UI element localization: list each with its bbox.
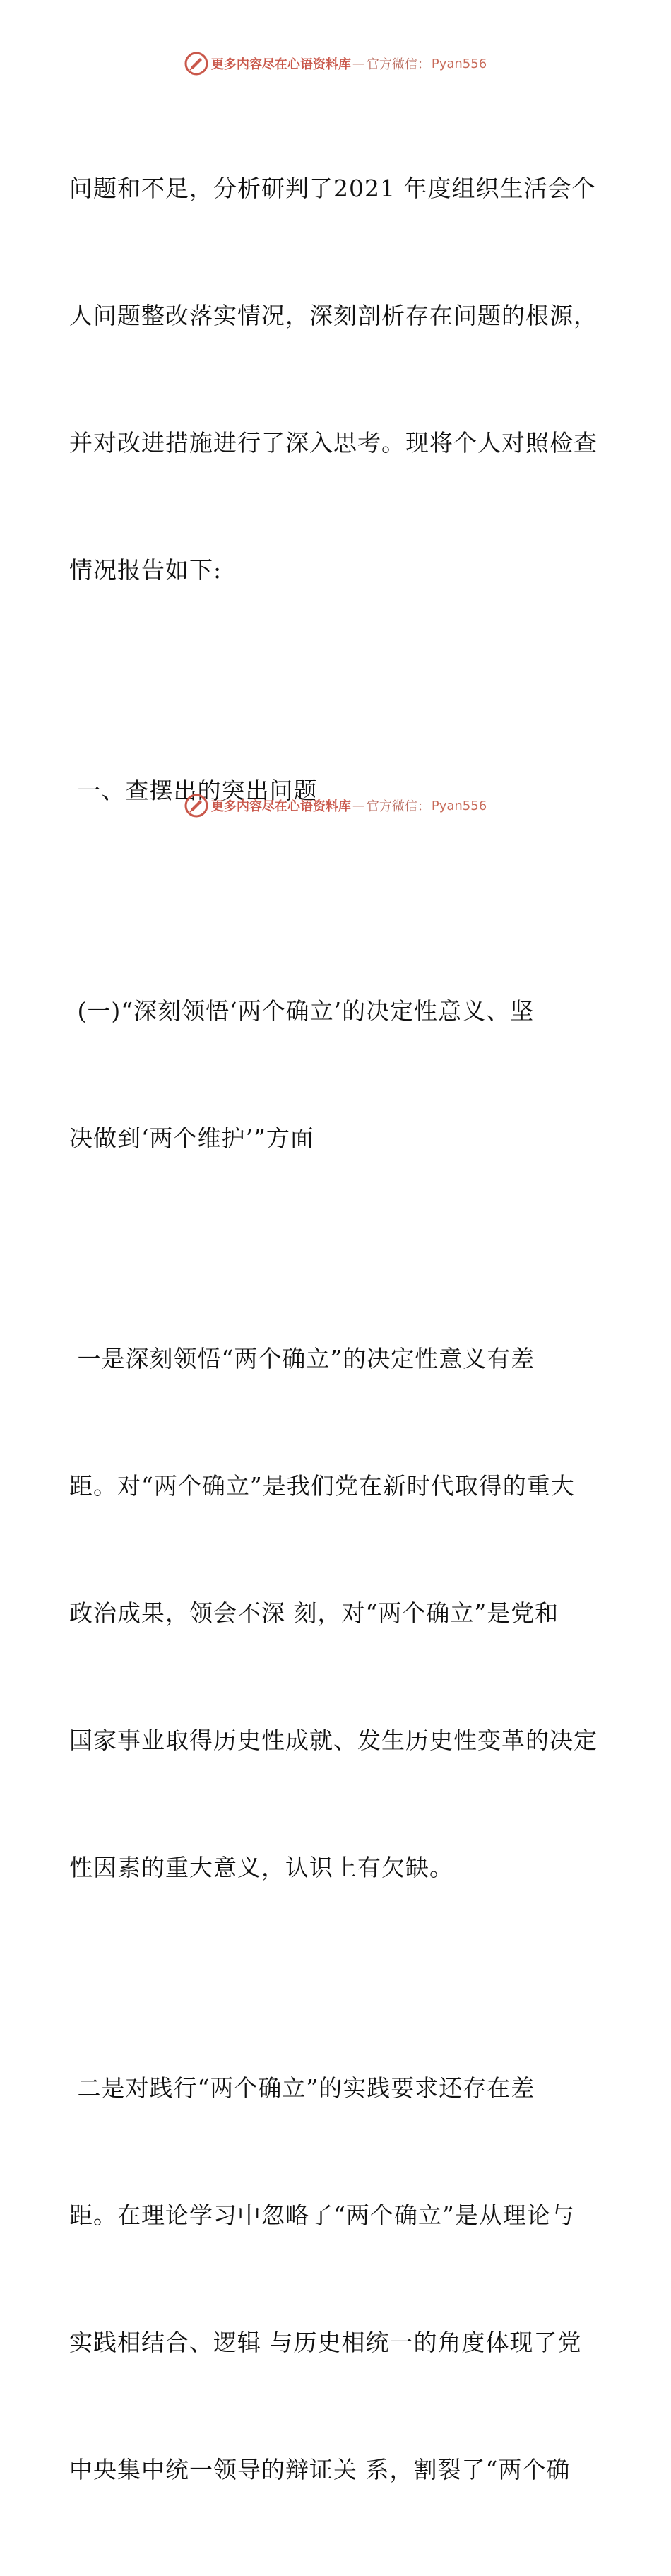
watermark-dash: — [352,56,365,71]
text-line: 情况报告如下: [69,556,222,584]
text-line: 二是对践行“两个确立”的实践要求还存在差 [69,2074,535,2102]
text-line: 一是深刻领悟“两个确立”的决定性意义有差 [69,1345,535,1372]
logo-icon [184,794,208,818]
watermark-wechat-id: Pyan556 [431,798,487,813]
text-line: 性因素的重大意义，认识上有欠缺。 [69,1854,453,1881]
watermark-site-text: 更多内容尽在心语资料库 [210,799,351,814]
watermark-site-text: 更多内容尽在心语资料库 [210,57,351,72]
paragraph-point-two [69,1982,606,2576]
header-watermark [0,49,671,78]
text-line: 一、查摆出的突出问题 [69,777,318,804]
text-line: 问题和不足，分析研判了2021 年度组织生活会个 [69,175,596,202]
text-line: 距。在理论学习中忽略了“两个确立”是从理论与 [69,2201,575,2229]
subsection-heading [69,905,606,1245]
text-line: 决做到‘两个维护’”方面 [69,1124,314,1152]
section-heading [69,685,606,897]
text-line: 人问题整改落实情况，深刻剖析存在问题的根源， [69,302,598,329]
text-line: 中央集中统一领导的辩证关 系，割裂了“两个确 [69,2456,571,2483]
paragraph-point-one [69,1253,606,1974]
watermark-dash: — [352,798,365,813]
watermark-wechat-label: 官方微信： [366,799,430,814]
watermark-wechat-id: Pyan556 [431,56,487,71]
text-line: 国家事业取得历史性成就、发生历史性变革的决定 [69,1727,598,1754]
footer-watermark [0,792,671,820]
text-line: 距。对“两个确立”是我们党在新时代取得的重大 [69,1472,575,1500]
text-line: 实践相结合、逻辑 与历史相统一的角度体现了党 [69,2329,582,2356]
text-line: 并对改进措施进行了深入思考。现将个人对照检查 [69,429,598,457]
text-line: 政治成果，领会不深 刻，对“两个确立”是党和 [69,1599,559,1627]
text-line: (一)“深刻领悟‘两个确立’的决定性意义、坚 [69,997,535,1025]
watermark-wechat-label: 官方微信： [366,57,430,72]
logo-icon [184,52,208,76]
document-body [69,83,606,2576]
paragraph-intro [69,83,606,676]
